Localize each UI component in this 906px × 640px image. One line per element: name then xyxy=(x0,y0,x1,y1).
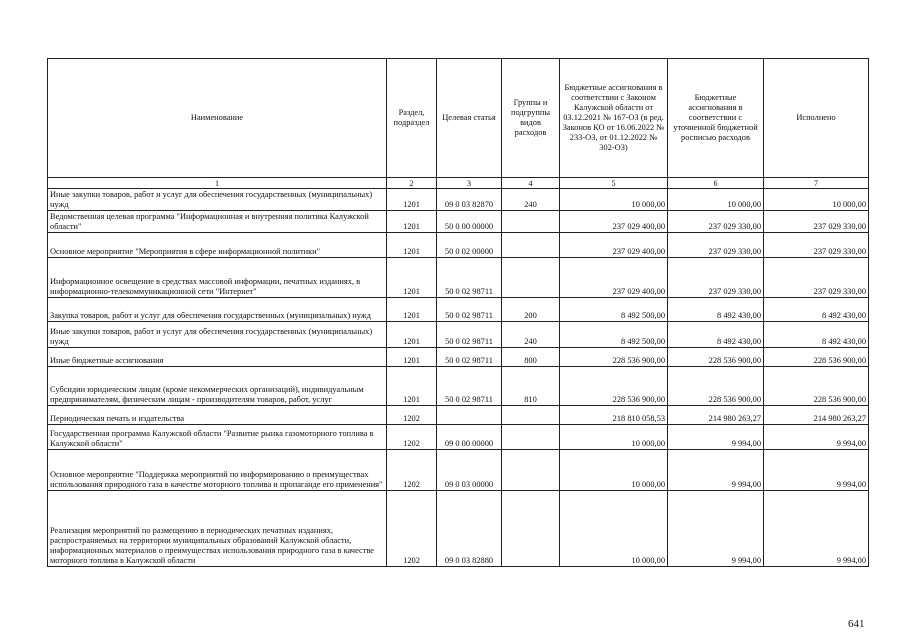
column-number-row xyxy=(48,178,869,189)
row-target-article: 50 0 02 98711 xyxy=(437,322,502,348)
row-target-article: 09 0 03 82880 xyxy=(437,491,502,567)
column-number: 4 xyxy=(502,178,560,189)
row-executed-amount: 237 029 330,00 xyxy=(764,211,869,233)
row-target-article: 50 0 00 00000 xyxy=(437,211,502,233)
table-row xyxy=(48,233,869,258)
row-expense-group: 800 xyxy=(502,348,560,367)
row-approved-amount: 8 492 500,00 xyxy=(560,298,668,322)
header-approved-budget: Бюджетные ассигнования в соответствии с Законом Калужской области от 03.12.2021 № 167-ОЗ (в ред. Законов КО от 16.06.2022 № 233-ОЗ, от 01.12.2022 № 302-ОЗ) xyxy=(560,59,668,178)
column-number: 2 xyxy=(387,178,437,189)
header-name: Наименование xyxy=(48,59,387,178)
row-refined-amount: 10 000,00 xyxy=(668,189,764,211)
row-executed-amount: 8 492 430,00 xyxy=(764,322,869,348)
row-refined-amount: 9 994,00 xyxy=(668,450,764,491)
table-row xyxy=(48,450,869,491)
row-expense-group xyxy=(502,258,560,298)
budget-table xyxy=(47,58,869,567)
row-section: 1202 xyxy=(387,450,437,491)
row-name: Информационное освещение в средствах массовой информации, печатных изданиях, в информационно-телекоммуникационной сети "Интернет" xyxy=(48,258,387,298)
header-row xyxy=(48,59,869,178)
row-approved-amount: 10 000,00 xyxy=(560,491,668,567)
row-section: 1201 xyxy=(387,298,437,322)
row-name: Ведомственная целевая программа "Информационная и внутренняя политика Калужской области" xyxy=(48,211,387,233)
table-row xyxy=(48,425,869,450)
row-approved-amount: 237 029 400,00 xyxy=(560,258,668,298)
row-expense-group xyxy=(502,233,560,258)
row-executed-amount: 237 029 330,00 xyxy=(764,258,869,298)
header-executed: Исполнено xyxy=(764,59,869,178)
table-row xyxy=(48,189,869,211)
row-section: 1201 xyxy=(387,233,437,258)
row-approved-amount: 8 492 500,00 xyxy=(560,322,668,348)
table-row xyxy=(48,367,869,406)
row-approved-amount: 237 029 400,00 xyxy=(560,233,668,258)
column-number: 7 xyxy=(764,178,869,189)
row-section: 1201 xyxy=(387,322,437,348)
table-row xyxy=(48,211,869,233)
row-refined-amount: 214 980 263,27 xyxy=(668,406,764,425)
row-target-article: 50 0 02 98711 xyxy=(437,298,502,322)
row-name: Реализация мероприятий по размещению в периодических печатных изданиях, распространяемых на территории муниципальных образований Калужской области, информационных материалов о преимуществах использования природного газа в качестве моторного топлива в Калужской области xyxy=(48,491,387,567)
row-refined-amount: 228 536 900,00 xyxy=(668,348,764,367)
row-section: 1202 xyxy=(387,425,437,450)
row-expense-group: 810 xyxy=(502,367,560,406)
row-expense-group xyxy=(502,211,560,233)
row-expense-group xyxy=(502,406,560,425)
row-target-article: 50 0 02 98711 xyxy=(437,367,502,406)
row-executed-amount: 8 492 430,00 xyxy=(764,298,869,322)
row-name: Периодическая печать и издательства xyxy=(48,406,387,425)
column-number: 6 xyxy=(668,178,764,189)
row-approved-amount: 228 536 900,00 xyxy=(560,367,668,406)
row-executed-amount: 228 536 900,00 xyxy=(764,348,869,367)
row-target-article xyxy=(437,406,502,425)
row-executed-amount: 228 536 900,00 xyxy=(764,367,869,406)
row-executed-amount: 9 994,00 xyxy=(764,491,869,567)
row-executed-amount: 237 029 330,00 xyxy=(764,233,869,258)
row-executed-amount: 9 994,00 xyxy=(764,450,869,491)
header-refined-budget: Бюджетные ассигнования в соответствии с уточненной бюджетной росписью расходов xyxy=(668,59,764,178)
column-number: 3 xyxy=(437,178,502,189)
row-expense-group xyxy=(502,425,560,450)
row-section: 1201 xyxy=(387,348,437,367)
header-expense-group: Группы и подгруппы видов расходов xyxy=(502,59,560,178)
row-refined-amount: 8 492 430,00 xyxy=(668,298,764,322)
row-approved-amount: 237 029 400,00 xyxy=(560,211,668,233)
row-section: 1202 xyxy=(387,406,437,425)
table-row xyxy=(48,406,869,425)
row-target-article: 50 0 02 98711 xyxy=(437,258,502,298)
header-target-article: Целевая статья xyxy=(437,59,502,178)
row-approved-amount: 218 810 058,53 xyxy=(560,406,668,425)
row-target-article: 50 0 02 00000 xyxy=(437,233,502,258)
row-approved-amount: 228 536 900,00 xyxy=(560,348,668,367)
table-row xyxy=(48,322,869,348)
row-name: Иные закупки товаров, работ и услуг для обеспечения государственных (муниципальных) нужд xyxy=(48,189,387,211)
row-target-article: 09 0 00 00000 xyxy=(437,425,502,450)
row-approved-amount: 10 000,00 xyxy=(560,189,668,211)
row-refined-amount: 228 536 900,00 xyxy=(668,367,764,406)
table-row xyxy=(48,491,869,567)
row-expense-group xyxy=(502,450,560,491)
column-number: 5 xyxy=(560,178,668,189)
row-target-article: 50 0 02 98711 xyxy=(437,348,502,367)
row-section: 1201 xyxy=(387,367,437,406)
table-row xyxy=(48,348,869,367)
row-name: Государственная программа Калужской области "Развитие рынка газомоторного топлива в Калужской области" xyxy=(48,425,387,450)
row-expense-group: 240 xyxy=(502,322,560,348)
row-refined-amount: 237 029 330,00 xyxy=(668,211,764,233)
row-executed-amount: 9 994,00 xyxy=(764,425,869,450)
row-executed-amount: 214 980 263,27 xyxy=(764,406,869,425)
row-expense-group xyxy=(502,491,560,567)
row-name: Основное мероприятие "Мероприятия в сфере информационной политики" xyxy=(48,233,387,258)
row-section: 1201 xyxy=(387,211,437,233)
row-name: Иные закупки товаров, работ и услуг для обеспечения государственных (муниципальных) нужд xyxy=(48,322,387,348)
row-section: 1201 xyxy=(387,258,437,298)
header-section: Раздел, подраздел xyxy=(387,59,437,178)
row-refined-amount: 9 994,00 xyxy=(668,425,764,450)
row-name: Закупка товаров, работ и услуг для обеспечения государственных (муниципальных) нужд xyxy=(48,298,387,322)
row-name: Субсидии юридическим лицам (кроме некоммерческих организаций), индивидуальным предпринимателям, физическим лицам - производителям товаров, работ, услуг xyxy=(48,367,387,406)
row-approved-amount: 10 000,00 xyxy=(560,425,668,450)
row-refined-amount: 9 994,00 xyxy=(668,491,764,567)
row-name: Основное мероприятие "Поддержка мероприятий по информированию о преимуществах использования природного газа в качестве моторного топлива и пропаганде его применения" xyxy=(48,450,387,491)
row-refined-amount: 237 029 330,00 xyxy=(668,258,764,298)
row-target-article: 09 0 03 00000 xyxy=(437,450,502,491)
table-row xyxy=(48,258,869,298)
column-number: 1 xyxy=(48,178,387,189)
row-executed-amount: 10 000,00 xyxy=(764,189,869,211)
row-target-article: 09 0 03 82870 xyxy=(437,189,502,211)
table-row xyxy=(48,298,869,322)
row-section: 1202 xyxy=(387,491,437,567)
row-section: 1201 xyxy=(387,189,437,211)
row-refined-amount: 237 029 330,00 xyxy=(668,233,764,258)
row-expense-group: 200 xyxy=(502,298,560,322)
row-approved-amount: 10 000,00 xyxy=(560,450,668,491)
row-expense-group: 240 xyxy=(502,189,560,211)
row-name: Иные бюджетные ассигнования xyxy=(48,348,387,367)
page-number: 641 xyxy=(848,618,865,630)
row-refined-amount: 8 492 430,00 xyxy=(668,322,764,348)
